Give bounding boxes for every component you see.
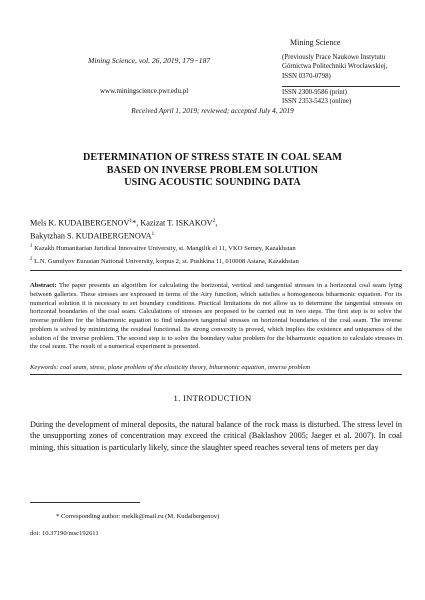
- footnote-text: Corresponding author: meklk@mail.ru (M. Kudaibergenov): [59, 513, 220, 520]
- abstract-text: The paper presents an algorithm for calculating the horizontal, vertical and tangential stresses in a horizontal coal seam lying between galleries. These stresses are expressed in terms of the Airy function, which satisfies a homogeneous biharmonic equation. For its numerical solution it is necessary to set boundary conditions. Practical limitations do not allow us to determine the tangential stresses on horizontal boundaries of the coal seam. Calculations of stresses are proposed to be carried out in two steps. The first step is to solve the inverse problem for the biharmonic equation to find unknown tangential stresses on horizontal boundaries of the coal seam. The inverse problem is solved by minimizing the residual functional. Its strong convexity is proved, which implies the existence and uniqueness of the solution of the inverse problem. The second step is to solve the boundary value problem for the biharmonic equation to calculate stresses in the coal seam. The result of a numerical experiment is presented.: [30, 282, 402, 351]
- author-1-affil: 1: [129, 218, 133, 224]
- abstract-bottom-rule: [30, 374, 402, 375]
- author-2: Kazizat T. ISKAKOV: [140, 218, 213, 228]
- issn-block: [282, 88, 351, 106]
- footnote: [56, 513, 219, 520]
- header-rule: [282, 86, 400, 87]
- footnote-rule: [30, 502, 140, 503]
- title-line-2: BASED ON INVERSE PROBLEM SOLUTION: [106, 164, 319, 176]
- affiliation-2: $^2$ L.N. Gumilyov Eurasian National University, korpus 2, st. Pushkina 11, 010008 Astana, Kazakhstan: [30, 257, 299, 266]
- doi[interactable]: doi: 10.37190/msc192611: [30, 530, 99, 537]
- title-line-1: DETERMINATION OF STRESS STATE IN COAL SEAM: [82, 152, 343, 163]
- author-3-affil: 1: [151, 231, 155, 238]
- journal-name: Mining Science: [290, 38, 341, 47]
- footnote-mark: *: [56, 513, 60, 520]
- intro-paragraph: During the development of mineral deposits, the natural balance of the rock mass is disturbed. The stress level in the unsupporting zones of concentration may exceed the critical (Baklashov 2005; Jaeger et al. 2007). In coal mining, this situation is particularly likely, since the slaughter speed reaches several tens of meters per day: [30, 420, 402, 452]
- issn-online: ISSN 2353-5423 (online): [282, 98, 352, 106]
- affiliations: [30, 241, 299, 267]
- journal-citation: Mining Science, vol. 26, 2019, 179−187: [88, 56, 211, 65]
- title-line-3: USING ACOUSTIC SOUNDING DATA: [124, 177, 301, 189]
- paper-title: [30, 152, 395, 190]
- keywords: Keywords: coal seam, stress, plane problem of the elasticity theory, biharmonic equation, inverse problem: [30, 364, 311, 371]
- abstract-top-rule: [30, 270, 402, 271]
- author-3: Bakytzhan S. KUDAIBERGENOVA: [30, 232, 152, 242]
- journal-info-block: [282, 38, 400, 81]
- author-list: Mels K. KUDAIBERGENOV$^1$*, Kazizat T. ISKAKOV$^2$, Bakytzhan S. KUDAIBERGENOVA$^1$: [30, 218, 218, 242]
- affiliation-1: $^1$ Kazakh Humanitarian Juridical Innovative University, st. Mangilik el 11, VKO Semey, Kazakhstan: [30, 244, 296, 253]
- publisher-note: (Previously Prace Naukowe Instytutu Górnictwa Politechniki Wrocławskiej, ISSN 0370-0798): [282, 54, 388, 80]
- corresponding-mark: *: [132, 218, 137, 228]
- section-heading: 1. INTRODUCTION: [173, 393, 252, 403]
- received-dates: Received April 1, 2019; reviewed; accepted July 4, 2019: [131, 107, 294, 115]
- abstract-label: Abstract:: [30, 282, 57, 289]
- author-2-affil: 2: [212, 218, 216, 224]
- abstract: [30, 282, 402, 352]
- journal-url[interactable]: www.miningscience.pwr.edu.pl: [100, 87, 189, 95]
- author-1: Mels K. KUDAIBERGENOV: [30, 218, 130, 228]
- issn-print: ISSN 2300-9586 (print): [282, 89, 347, 96]
